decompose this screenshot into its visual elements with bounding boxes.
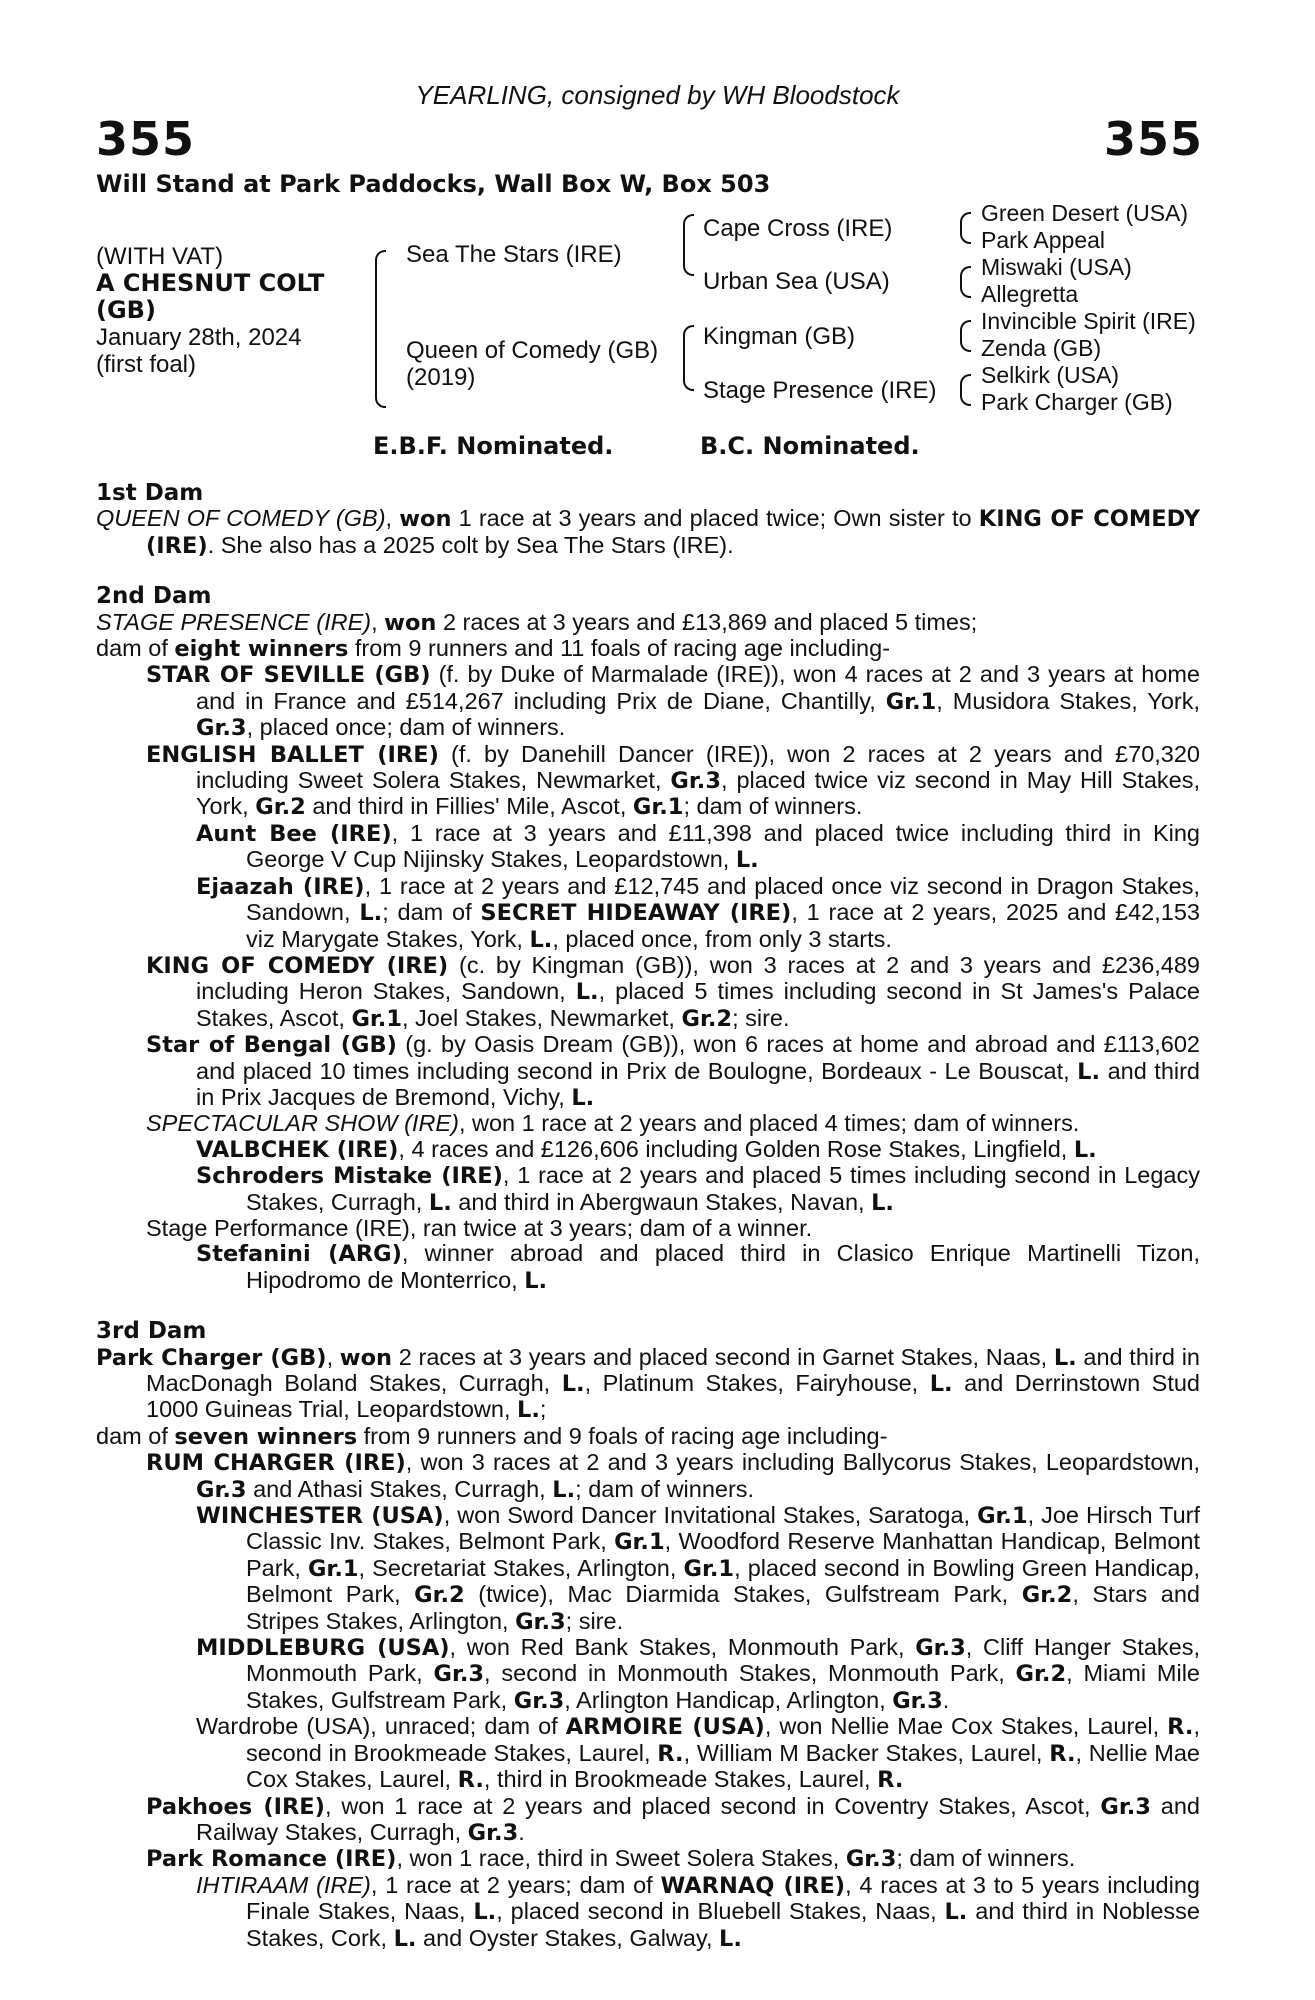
pedigree-sire-dam: Urban Sea (USA): [703, 268, 890, 295]
catalogue-body: [96, 481, 1200, 1952]
produce-entry: Stefanini (ARG), winner abroad and placed third in Clasico Enrique Martinelli Tizon, Hipodromo de Monterrico, L.: [196, 1240, 1200, 1294]
second-dam-entry: STAGE PRESENCE (IRE), won 2 races at 3 years and £13,869 and placed 5 times;: [96, 608, 978, 636]
first-dam-heading: 1st Dam: [96, 480, 204, 506]
produce-entry: Ejaazah (IRE), 1 race at 2 years and £12,745 and placed once viz second in Dragon Stakes, Sandown, L.; dam of SECRET HIDEAWAY (IRE), 1 race at 2 years, 2025 and £42,153 viz Marygate Stakes, York, L., placed once, from only 3 starts.: [196, 872, 1200, 953]
produce-entry: Wardrobe (USA), unraced; dam of ARMOIRE (USA), won Nellie Mae Cox Stakes, Laurel, R., second in Brookmeade Stakes, Laurel, R., William M Backer Stakes, Laurel, R., Nellie Mae Cox Stakes, Laurel, R., third in Brookmeade Stakes, Laurel, R.: [196, 1713, 1201, 1794]
lot-number-left: 355: [96, 112, 196, 166]
brace-bottom: [375, 340, 386, 408]
pedigree-ggp: Green Desert (USA): [981, 200, 1189, 226]
produce-entry: IHTIRAAM (IRE), 1 race at 2 years; dam of WARNAQ (IRE), 4 races at 3 to 5 years including Finale Stakes, Naas, L., placed second in Bluebell Stakes, Naas, L. and third in Noblesse Stakes, Cork, L. and Oyster Stakes, Galway, L.: [196, 1871, 1200, 1952]
pedigree-ggp: Park Charger (GB): [981, 389, 1173, 415]
pedigree-ggp: Invincible Spirit (IRE): [981, 308, 1196, 334]
produce-entry: RUM CHARGER (IRE), won 3 races at 2 and 3 years including Ballycorus Stakes, Leopardstown, Gr.3 and Athasi Stakes, Curragh, L.; dam of winners.: [146, 1449, 1200, 1503]
foaling-date: January 28th, 2024: [96, 324, 302, 351]
brace-bottom: [683, 240, 694, 276]
stand-location: Will Stand at Park Paddocks, Wall Box W, Box 503: [96, 170, 771, 198]
horse-origin: (GB): [96, 296, 156, 324]
foal-note: (first foal): [96, 351, 197, 378]
pedigree-ggp: Selkirk (USA): [981, 362, 1120, 388]
vat-note: (WITH VAT): [96, 243, 224, 270]
brace-bottom: [683, 351, 694, 391]
produce-entry: Stage Performance (IRE), ran twice at 3 years; dam of a winner.: [146, 1214, 813, 1241]
third-dam-produce-intro: dam of seven winners from 9 runners and 9 foals of racing age including-: [96, 1422, 888, 1450]
brace-top: [683, 325, 694, 353]
produce-entry: Star of Bengal (GB) (g. by Oasis Dream (GB)), won 6 races at home and abroad and £113,602 and placed 10 times including second in Prix de Boulogne, Bordeaux - Le Bouscat, L. and third in Prix Jacques de Bremond, Vichy, L.: [146, 1031, 1201, 1111]
bc-nomination: B.C. Nominated.: [700, 432, 920, 460]
third-dam-heading: 3rd Dam: [96, 1318, 207, 1345]
pedigree-sire-sire: Cape Cross (IRE): [703, 215, 893, 242]
produce-entry: SPECTACULAR SHOW (IRE), won 1 race at 2 years and placed 4 times; dam of winners.: [146, 1110, 1080, 1137]
pedigree-dam-sire: Kingman (GB): [703, 323, 856, 350]
brace-bottom: [960, 228, 971, 244]
produce-entry: MIDDLEBURG (USA), won Red Bank Stakes, Monmouth Park, Gr.3, Cliff Hanger Stakes, Monmouth Park, Gr.3, second in Monmouth Stakes, Monmouth Park, Gr.2, Miami Mile Stakes, Gulfstream Park, Gr.3, Arlington Handicap, Arlington, Gr.3.: [196, 1634, 1200, 1714]
pedigree-ggp: Miswaki (USA): [981, 254, 1132, 280]
brace-bottom: [960, 282, 971, 298]
pedigree-dam: Queen of Comedy (GB): [406, 337, 659, 364]
produce-entry: KING OF COMEDY (IRE) (c. by Kingman (GB)), won 3 races at 2 and 3 years and £236,489 including Heron Stakes, Sandown, L., placed 5 times including second in St James's Palace Stakes, Ascot, Gr.1, Joel Stakes, Newmarket, Gr.2; sire.: [146, 951, 1201, 1032]
second-dam-heading: 2nd Dam: [96, 583, 212, 610]
second-dam-produce-intro: dam of eight winners from 9 runners and 11 foals of racing age including-: [96, 635, 891, 663]
produce-entry: WINCHESTER (USA), won Sword Dancer Invitational Stakes, Saratoga, Gr.1, Joe Hirsch Turf Classic Inv. Stakes, Belmont Park, Gr.1, Woodford Reserve Manhattan Handicap, Belmont Park, Gr.1, Secretariat Stakes, Arlington, Gr.1, placed second in Bowling Green Handicap, Belmont Park, Gr.2 (twice), Mac Diarmida Stakes, Gulfstream Park, Gr.2, Stars and Stripes Stakes, Arlington, Gr.3; sire.: [196, 1502, 1200, 1635]
produce-entry: Pakhoes (IRE), won 1 race at 2 years and placed second in Coventry Stakes, Ascot, Gr.3 and Railway Stakes, Curragh, Gr.3.: [146, 1792, 1200, 1846]
produce-entry: Aunt Bee (IRE), 1 race at 3 years and £11,398 and placed twice including third in King George V Cup Nijinsky Stakes, Leopardstown, L.: [196, 819, 1200, 874]
produce-entry: Schroders Mistake (IRE), 1 race at 2 years and placed 5 times including second in Legacy Stakes, Curragh, L. and third in Abergwaun Stakes, Navan, L.: [196, 1162, 1201, 1216]
lot-number-right: 355: [1103, 112, 1203, 166]
pedigree-ggp: Allegretta: [981, 281, 1079, 307]
produce-entry: STAR OF SEVILLE (GB) (f. by Duke of Marmalade (IRE)), won 4 races at 2 and 3 years at home and in France and £514,267 including Prix de Diane, Chantilly, Gr.1, Musidora Stakes, York, Gr.3, placed once; dam of winners.: [146, 661, 1200, 742]
brace-bottom: [960, 390, 971, 406]
pedigree-ggp: Zenda (GB): [981, 335, 1102, 361]
consignor-line: YEARLING, consigned by WH Bloodstock: [415, 80, 900, 110]
pedigree-ggp: Park Appeal: [981, 227, 1106, 253]
first-dam-entry: QUEEN OF COMEDY (GB), won 1 race at 3 years and placed twice; Own sister to KING OF COMEDY (IRE). She also has a 2025 colt by Sea The Stars (IRE).: [96, 505, 1200, 559]
brace-top: [375, 250, 386, 342]
pedigree-dam-year: (2019): [406, 364, 476, 391]
pedigree-dam-dam: Stage Presence (IRE): [703, 377, 937, 404]
horse-name: A CHESNUT COLT: [96, 269, 325, 297]
brace-bottom: [960, 336, 971, 352]
pedigree-sire: Sea The Stars (IRE): [406, 241, 622, 268]
produce-entry: Park Romance (IRE), won 1 race, third in Sweet Solera Stakes, Gr.3; dam of winners.: [146, 1845, 1076, 1873]
ebf-nomination: E.B.F. Nominated.: [373, 432, 614, 460]
third-dam-entry: Park Charger (GB), won 2 races at 3 years and placed second in Garnet Stakes, Naas, L. and third in MacDonagh Boland Stakes, Curragh, L., Platinum Stakes, Fairyhouse, L. and Derrinstown Stud 1000 Guineas Trial, Leopardstown, L.;: [96, 1343, 1200, 1424]
brace-top: [683, 214, 694, 242]
produce-entry: VALBCHEK (IRE), 4 races and £126,606 including Golden Rose Stakes, Lingfield, L.: [196, 1135, 1097, 1163]
produce-entry: ENGLISH BALLET (IRE) (f. by Danehill Dancer (IRE)), won 2 races at 2 years and £70,320 including Sweet Solera Stakes, Newmarket, Gr.3, placed twice viz second in May Hill Stakes, York, Gr.2 and third in Fillies' Mile, Ascot, Gr.1; dam of winners.: [146, 740, 1200, 821]
